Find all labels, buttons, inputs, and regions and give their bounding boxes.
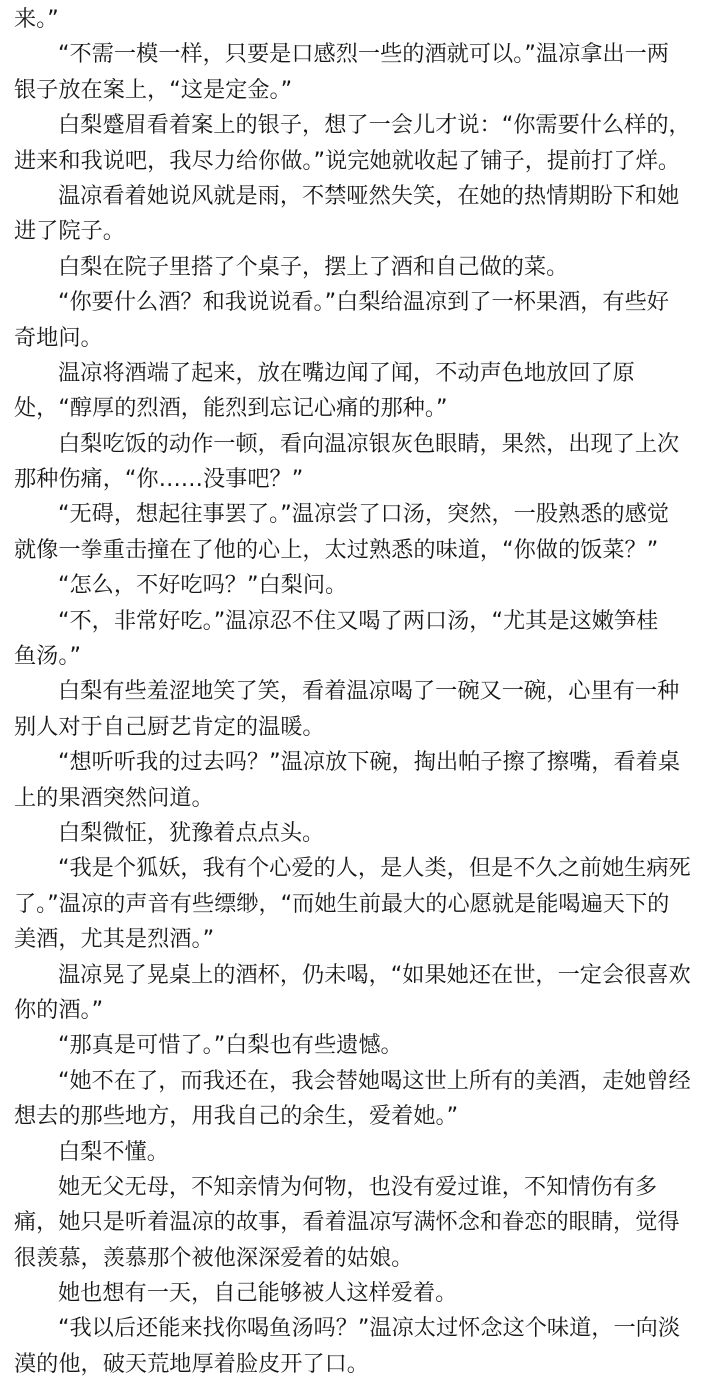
text-line: 痛，她只是听着温凉的故事，看着温凉写满怀念和眷恋的眼睛，觉得 bbox=[14, 1209, 680, 1236]
text-line: 了。”温凉的声音有些缥缈，“而她生前最大的心愿就是能喝遍天下的 bbox=[14, 890, 670, 917]
text-line: 那种伤痛，“你……没事吧？” bbox=[14, 466, 304, 493]
text-line: 白梨有些羞涩地笑了笑，看着温凉喝了一碗又一碗，心里有一种 bbox=[58, 678, 680, 705]
text-line: 白梨不懂。 bbox=[58, 1138, 169, 1165]
text-line: 你的酒。” bbox=[14, 996, 104, 1023]
text-line: 进来和我说吧，我尽力给你做。”说完她就收起了铺子，提前打了烊。 bbox=[14, 147, 681, 174]
document-page bbox=[14, 2, 714, 1382]
text-line: “她不在了，而我还在，我会替她喝这世上所有的美酒，走她曾经 bbox=[58, 1067, 691, 1094]
text-line: 温凉晃了晃桌上的酒杯，仍未喝，“如果她还在世，一定会很喜欢 bbox=[58, 961, 691, 988]
text-line: “那真是可惜了。”白梨也有些遗憾。 bbox=[58, 1032, 403, 1059]
text-line: 银子放在案上，“这是定金。” bbox=[14, 76, 293, 103]
text-line: “我以后还能来找你喝鱼汤吗？”温凉太过怀念这个味道，一向淡 bbox=[58, 1315, 681, 1342]
text-line: 想去的那些地方，用我自己的余生，爱着她。” bbox=[14, 1103, 459, 1130]
text-line: 处，“醇厚的烈酒，能烈到忘记心痛的那种。” bbox=[14, 395, 448, 422]
text-line: “怎么，不好吃吗？”白梨问。 bbox=[58, 572, 348, 599]
text-line: 进了院子。 bbox=[14, 218, 125, 245]
text-line: 温凉看着她说风就是雨，不禁哑然失笑，在她的热情期盼下和她 bbox=[58, 182, 680, 209]
text-line: 白梨微怔，犹豫着点点头。 bbox=[58, 819, 325, 846]
text-line: 她也想有一天，自己能够被人这样爱着。 bbox=[58, 1280, 458, 1307]
text-line: 白梨在院子里搭了个桌子，摆上了酒和自己做的菜。 bbox=[58, 253, 569, 280]
text-line: 别人对于自己厨艺肯定的温暖。 bbox=[14, 713, 325, 740]
text-line: 她无父无母，不知亲情为何物，也没有爱过谁，不知情伤有多 bbox=[58, 1173, 658, 1200]
text-line: 奇地问。 bbox=[14, 324, 103, 351]
text-line: “不，非常好吃。”温凉忍不住又喝了两口汤，“尤其是这嫩笋桂 bbox=[58, 607, 659, 634]
text-line: 白梨吃饭的动作一顿，看向温凉银灰色眼睛，果然，出现了上次 bbox=[58, 430, 680, 457]
text-line: 就像一拳重击撞在了他的心上，太过熟悉的味道，“你做的饭菜？” bbox=[14, 536, 659, 563]
text-line: 来。” bbox=[14, 6, 59, 32]
text-line: 白梨蹙眉看着案上的银子，想了一会儿才说：“你需要什么样的， bbox=[58, 112, 691, 139]
text-line: “你要什么酒？和我说说看。”白梨给温凉到了一杯果酒，有些好 bbox=[58, 289, 669, 316]
text-line: “想听听我的过去吗？”温凉放下碗，掏出帕子擦了擦嘴，看着桌 bbox=[58, 749, 681, 776]
text-line: 漠的他，破天荒地厚着脸皮开了口。 bbox=[14, 1350, 369, 1377]
text-line: 很羡慕，羡慕那个被他深深爱着的姑娘。 bbox=[14, 1244, 414, 1271]
text-line: 上的果酒突然问道。 bbox=[14, 784, 214, 811]
text-line: 鱼汤。” bbox=[14, 643, 81, 670]
text-line: “无碍，想起往事罢了。”温凉尝了口汤，突然，一股熟悉的感觉 bbox=[58, 501, 669, 528]
text-line: 温凉将酒端了起来，放在嘴边闻了闻，不动声色地放回了原 bbox=[58, 359, 635, 386]
text-line: “不需一模一样，只要是口感烈一些的酒就可以。”温凉拿出一两 bbox=[58, 41, 669, 68]
text-line: 美酒，尤其是烈酒。” bbox=[14, 926, 215, 953]
text-line: “我是个狐妖，我有个心爱的人，是人类，但是不久之前她生病死 bbox=[58, 855, 691, 882]
